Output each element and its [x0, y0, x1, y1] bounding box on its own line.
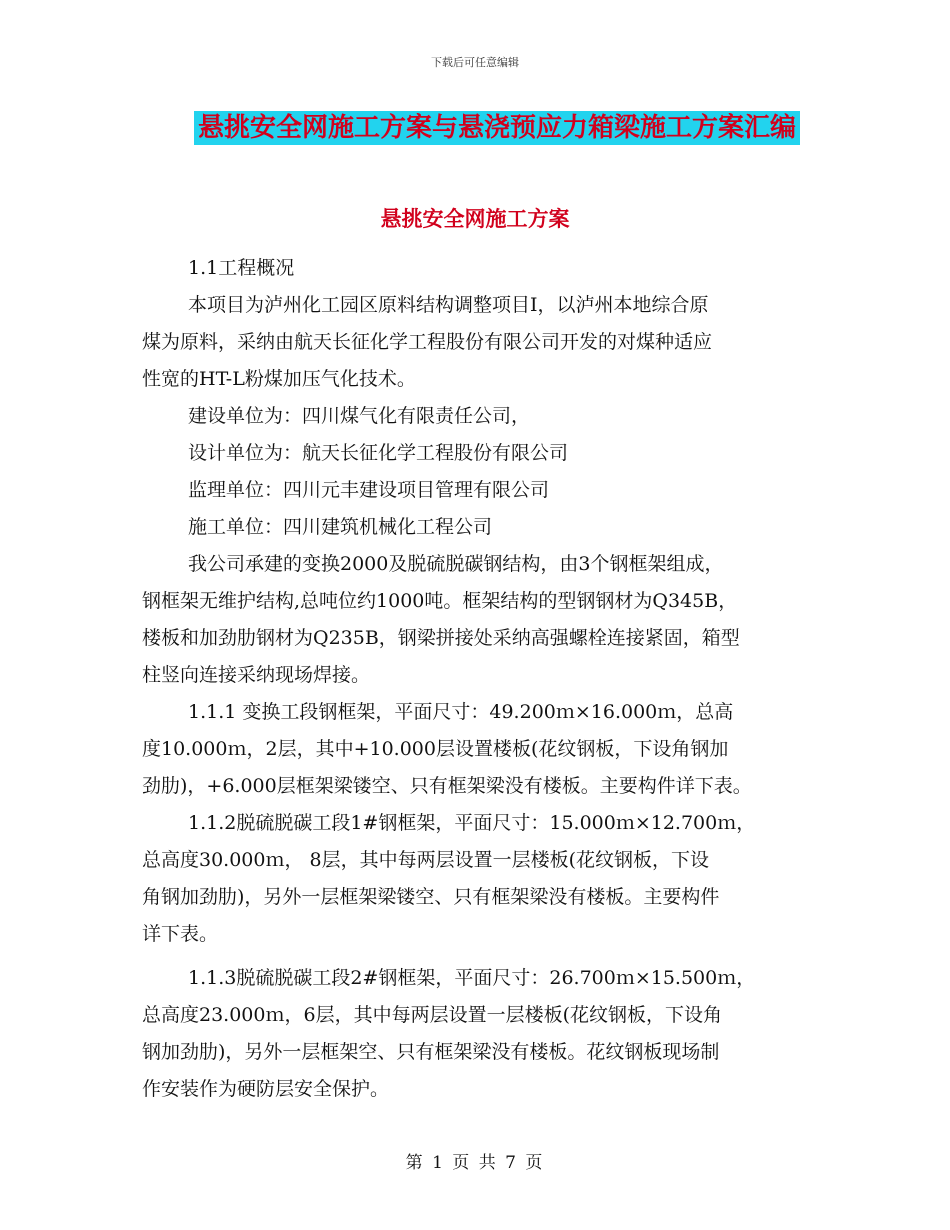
paragraph-line: 柱竖向连接采纳现场焊接。 — [142, 664, 371, 686]
document-title: 悬挑安全网施工方案与悬浇预应力箱梁施工方案汇编 — [194, 111, 800, 145]
paragraph-line: 度10.000ｍ，2层，其中+10.000层设置楼板(花纹钢板，下设角钢加 — [142, 738, 729, 760]
paragraph-line: 作安装作为硬防层安全保护。 — [142, 1078, 390, 1100]
paragraph-line: 施工单位：四川建筑机械化工程公司 — [188, 516, 493, 538]
paragraph-line: 监理单位：四川元丰建设项目管理有限公司 — [188, 479, 550, 501]
header-note: 下载后可任意编辑 — [431, 56, 519, 69]
paragraph-line: 详下表。 — [142, 923, 219, 945]
paragraph-line: 角钢加劲肋)，另外一层框架梁镂空、只有框架梁没有楼板。主要构件 — [142, 886, 720, 908]
paragraph-line: 1.1.3脱硫脱碳工段2#钢框架，平面尺寸：26.700ｍ×15.500ｍ， — [188, 967, 756, 989]
body-text — [142, 250, 822, 1108]
paragraph-line: 钢框架无维护结构,总吨位约1000吨。框架结构的型钢钢材为Q345B， — [142, 590, 738, 612]
paragraph-line: 楼板和加劲肋钢材为Q235B，钢梁拼接处采纳高强螺栓连接紧固，箱型 — [142, 627, 740, 649]
paragraph-line: 1.1.1 变换工段钢框架，平面尺寸：49.200ｍ×16.000ｍ，总高 — [188, 701, 734, 723]
paragraph-line: 总高度23.000ｍ，6层，其中每两层设置一层楼板(花纹钢板，下设角 — [142, 1004, 722, 1026]
paragraph-line: 我公司承建的变换2000及脱硫脱碳钢结构，由3个钢框架组成， — [188, 553, 724, 575]
paragraph-line: 建设单位为：四川煤气化有限责任公司， — [188, 405, 531, 427]
paragraph-line: 钢加劲肋)，另外一层框架空、只有框架梁没有楼板。花纹钢板现场制 — [142, 1041, 720, 1063]
paragraph-line: 1.1.2脱硫脱碳工段1#钢框架，平面尺寸：15.000ｍ×12.700ｍ， — [188, 812, 756, 834]
paragraph-line: 性宽的HT-L粉煤加压气化技术。 — [142, 368, 416, 390]
subsection-heading: 1.1工程概况 — [188, 257, 295, 279]
paragraph-line: 设计单位为：航天长征化学工程股份有限公司 — [188, 442, 569, 464]
page-footer: 第 1 页 共 7 页 — [405, 1153, 545, 1173]
paragraph-line: 劲肋)，+6.000层框架梁镂空、只有框架梁没有楼板。主要构件详下表。 — [142, 775, 752, 797]
paragraph-line: 本项目为泸州化工园区原料结构调整项目Ⅰ，以泸州本地综合原 — [188, 294, 709, 316]
paragraph-line: 总高度30.000ｍ， 8层，其中每两层设置一层楼板(花纹钢板，下设 — [142, 849, 710, 871]
section-title: 悬挑安全网施工方案 — [380, 206, 570, 231]
paragraph-line: 煤为原料，采纳由航天长征化学工程股份有限公司开发的对煤种适应 — [142, 331, 713, 353]
